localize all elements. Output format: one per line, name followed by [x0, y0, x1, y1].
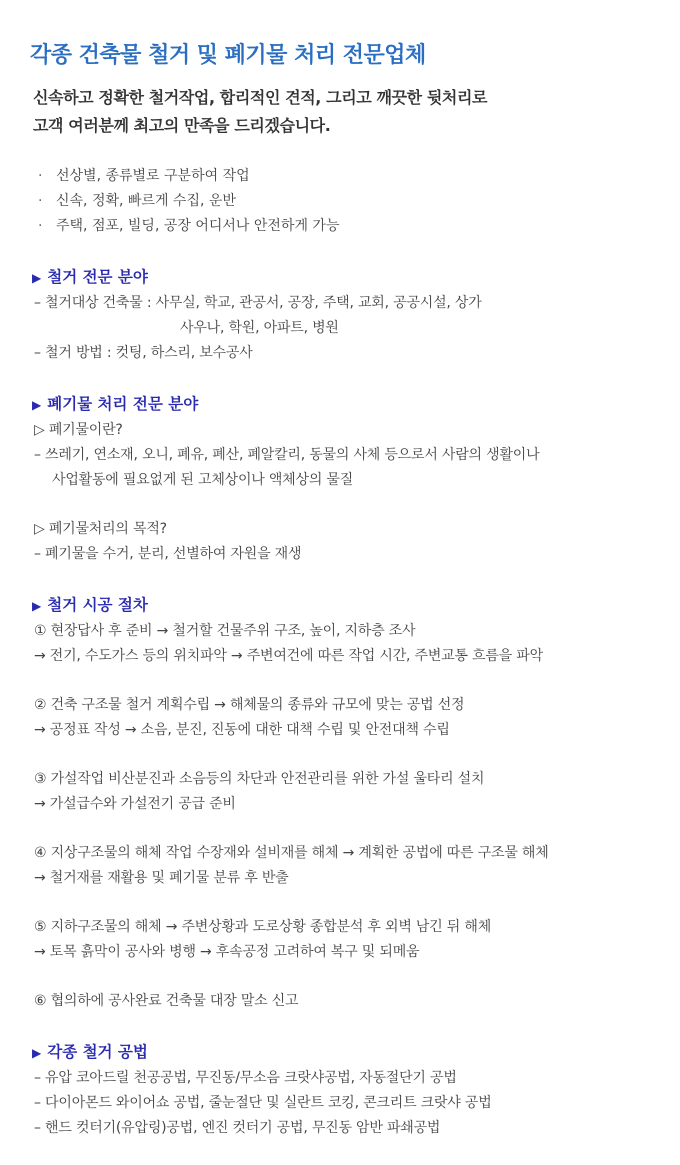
text-line: ③ 가설작업 비산분진과 소음등의 차단과 안전관리를 위한 가설 울타리 설치 — [34, 771, 485, 787]
bullet-icon: · — [38, 218, 43, 234]
section-heading: ▶ 각종 철거 공법 — [32, 1043, 148, 1061]
triangle-right-icon: ▶ — [32, 599, 42, 613]
triangle-right-icon: ▶ — [32, 398, 42, 412]
triangle-right-icon: ▶ — [32, 271, 42, 285]
feature-list — [38, 164, 680, 239]
text-line: ④ 지상구조물의 해체 작업 수장재와 설비재를 해체 → 계획한 공법에 따른 구조물 해체 — [34, 845, 549, 861]
page-title: 각종 건축물 철거 및 폐기물 처리 전문업체 — [30, 43, 426, 68]
text-line: → 토목 흙막이 공사와 병행 → 후속공정 고려하여 복구 및 되메움 — [34, 944, 420, 960]
text-line: ② 건축 구조물 철거 계획수립 → 해체물의 종류와 규모에 맞는 공법 선정 — [34, 697, 465, 713]
list-item: · 선상별, 종류별로 구분하여 작업 — [38, 164, 680, 189]
text-line: – 다이아몬드 와이어쇼 공법, 줄눈절단 및 실란트 코킹, 콘크리트 크랏샤 공법 — [34, 1095, 492, 1111]
text-line: – 핸드 컷터기(유압링)공법, 엔진 컷터기 공법, 무진동 암반 파쇄공법 — [34, 1120, 441, 1136]
text-line: – 쓰레기, 연소재, 오니, 폐유, 폐산, 폐알칼리, 동물의 사체 등으로서 사람의 생활이나 — [34, 447, 540, 463]
text-line: – 폐기물을 수거, 분리, 선별하여 자원을 재생 — [34, 546, 302, 562]
section-demolition-fields — [30, 264, 680, 366]
text-line: 사우나, 학원, 아파트, 병원 — [180, 320, 339, 336]
section-heading: ▶ 철거 시공 절차 — [32, 596, 148, 614]
text-line: – 철거대상 건축물 : 사무실, 학교, 관공서, 공장, 주택, 교회, 공공시설, 상가 — [34, 295, 482, 311]
triangle-right-icon: ▶ — [32, 1046, 42, 1060]
text-line: ① 현장답사 후 준비 → 철거할 건물주위 구조, 높이, 지하층 조사 — [34, 623, 416, 639]
text-line: → 공정표 작성 → 소음, 분진, 진동에 대한 대책 수립 및 안전대책 수립 — [34, 722, 450, 738]
text-line: – 철거 방법 : 컷팅, 하스리, 보수공사 — [34, 345, 253, 361]
bullet-icon: · — [38, 193, 43, 209]
text-line: ▷ 폐기물이란? — [34, 422, 123, 438]
text-line: ⑤ 지하구조물의 해체 → 주변상황과 도로상황 종합분석 후 외벽 남긴 뒤 해체 — [34, 919, 492, 935]
lead-line-1: 신속하고 정확한 철거작업, 합리적인 견적, 그리고 깨끗한 뒷처리로 — [33, 88, 488, 107]
list-item: · 주택, 점포, 빌딩, 공장 어디서나 안전하게 가능 — [38, 214, 680, 239]
text-line: 사업활동에 필요없게 된 고체상이나 액체상의 물질 — [52, 472, 354, 488]
section-procedure — [30, 592, 680, 1014]
text-line: ▷ 폐기물처리의 목적? — [34, 521, 167, 537]
text-line: → 가설급수와 가설전기 공급 준비 — [34, 796, 236, 812]
text-line: → 전기, 수도가스 등의 위치파악 → 주변여건에 따른 작업 시간, 주변교통 흐름을 파악 — [34, 648, 543, 664]
section-methods — [30, 1039, 680, 1141]
section-waste-fields — [30, 391, 680, 567]
lead-line-2: 고객 여러분께 최고의 만족을 드리겠습니다. — [33, 116, 331, 135]
section-heading: ▶ 철거 전문 분야 — [32, 268, 148, 286]
text-line: → 철거재를 재활용 및 폐기물 분류 후 반출 — [34, 870, 289, 886]
bullet-icon: · — [38, 168, 43, 184]
list-item: · 신속, 정확, 빠르게 수집, 운반 — [38, 189, 680, 214]
section-heading: ▶ 폐기물 처리 전문 분야 — [32, 395, 199, 413]
text-line: – 유압 코아드릴 천공공법, 무진동/무소음 크랏샤공법, 자동절단기 공법 — [34, 1070, 457, 1086]
text-line: ⑥ 협의하에 공사완료 건축물 대장 말소 신고 — [34, 993, 299, 1009]
